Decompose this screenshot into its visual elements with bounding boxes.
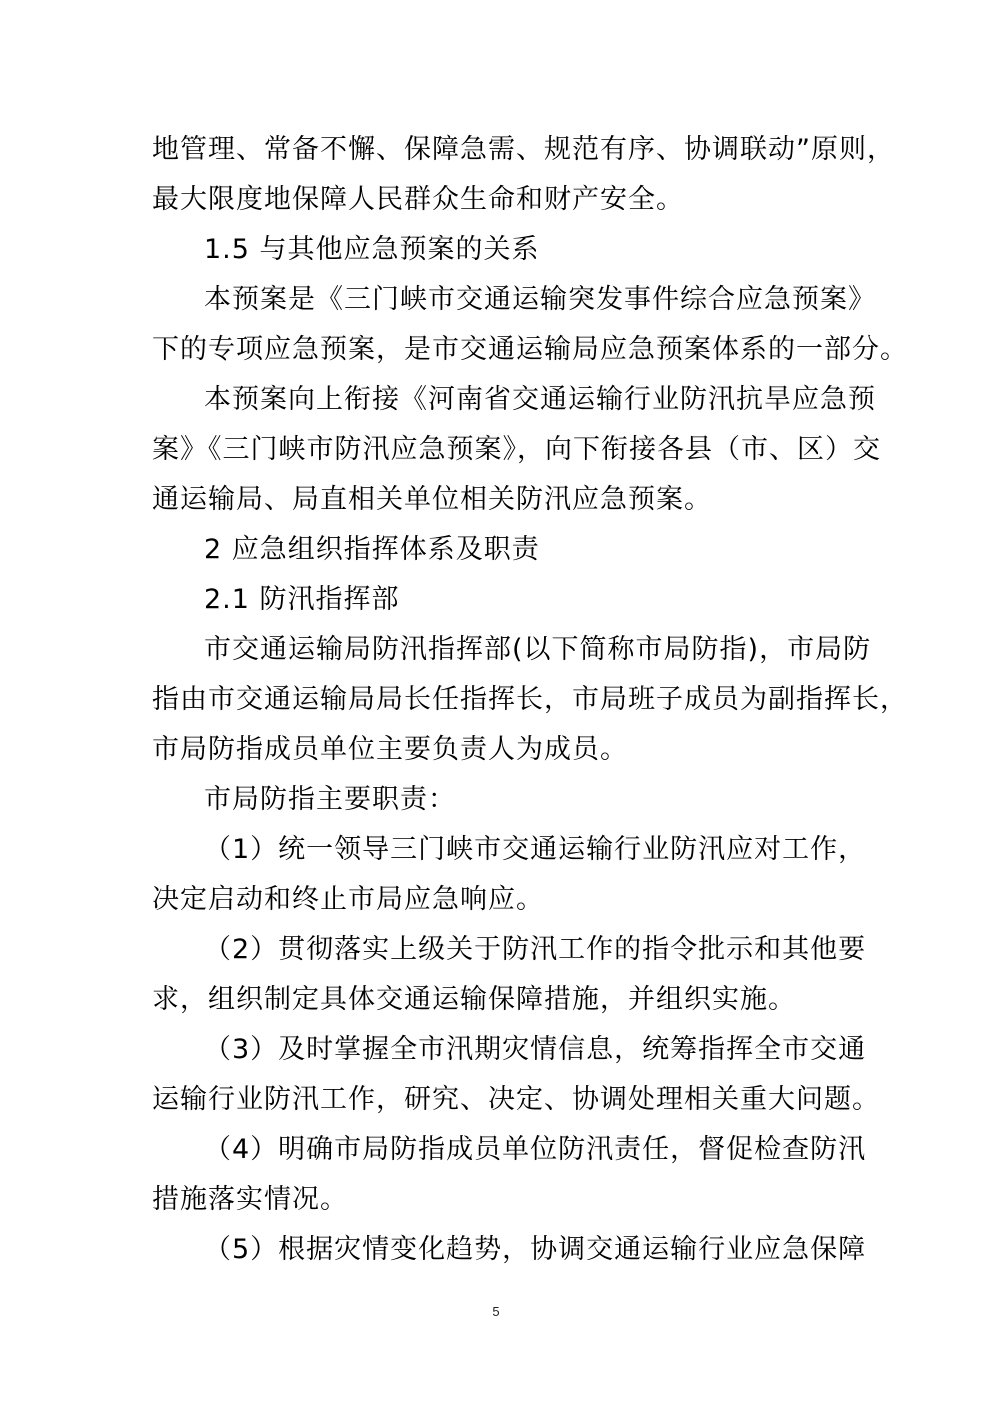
duties-heading: 市局防指主要职责： <box>204 784 456 815</box>
body-text-line: 地管理、常备不懈、保障急需、规范有序、协调联动”原则， <box>152 134 895 165</box>
duty-item-4: （4）明确市局防指成员单位防汛责任，督促检查防汛 <box>204 1134 867 1165</box>
body-text-line: 案》《三门峡市防汛应急预案》，向下衔接各县（市、区）交 <box>152 434 881 465</box>
body-text-line: 指由市交通运输局局长任指挥长，市局班子成员为副指挥长， <box>152 684 908 715</box>
duty-item-1: （1）统一领导三门峡市交通运输行业防汛应对工作， <box>204 834 867 865</box>
body-text-line: 市交通运输局防汛指挥部(以下简称市局防指)，市局防 <box>204 634 872 665</box>
body-text-line: 最大限度地保障人民群众生命和财产安全。 <box>152 184 684 215</box>
section-heading-2: 2 应急组织指挥体系及职责 <box>204 534 540 565</box>
page-number: 5 <box>492 1304 500 1319</box>
body-text-line: 求，组织制定具体交通运输保障措施，并组织实施。 <box>152 984 796 1015</box>
duty-item-3: （3）及时掌握全市汛期灾情信息，统筹指挥全市交通 <box>204 1034 867 1065</box>
body-text-line: 本预案向上衔接《河南省交通运输行业防汛抗旱应急预 <box>204 384 876 415</box>
duty-item-5: （5）根据灾情变化趋势，协调交通运输行业应急保障 <box>204 1234 867 1265</box>
body-text-line: 决定启动和终止市局应急响应。 <box>152 884 544 915</box>
body-text-line: 措施落实情况。 <box>152 1184 348 1215</box>
section-heading-1-5: 1.5 与其他应急预案的关系 <box>204 234 540 265</box>
body-text-line: 市局防指成员单位主要负责人为成员。 <box>152 734 628 765</box>
body-text-line: 通运输局、局直相关单位相关防汛应急预案。 <box>152 484 712 515</box>
section-heading-2-1: 2.1 防汛指挥部 <box>204 584 400 615</box>
body-text-line: 下的专项应急预案，是市交通运输局应急预案体系的一部分。 <box>152 334 908 365</box>
body-text-line: 运输行业防汛工作，研究、决定、协调处理相关重大问题。 <box>152 1084 880 1115</box>
duty-item-2: （2）贯彻落实上级关于防汛工作的指令批示和其他要 <box>204 934 867 965</box>
body-text-line: 本预案是《三门峡市交通运输突发事件综合应急预案》 <box>204 284 876 315</box>
